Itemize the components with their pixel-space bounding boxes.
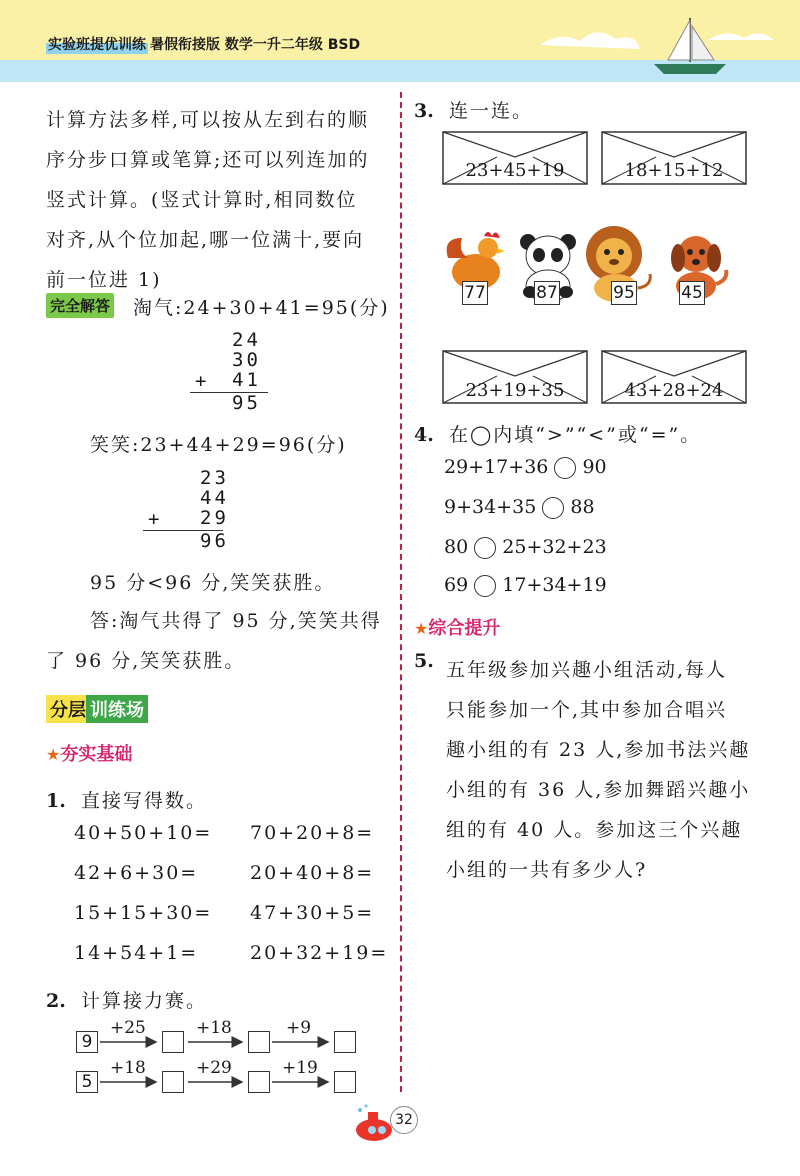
compare-circle[interactable] bbox=[542, 497, 564, 519]
q1-item: 70+20+8= bbox=[250, 822, 375, 844]
sum: 95 bbox=[232, 392, 261, 414]
relay-start-box: 5 bbox=[76, 1071, 98, 1093]
question-number: 4. bbox=[414, 424, 434, 446]
taoqi-vertical-addition bbox=[232, 330, 261, 390]
plus-sign: + bbox=[148, 508, 160, 530]
q1-item: 47+30+5= bbox=[250, 902, 375, 924]
addend: 24 bbox=[232, 329, 261, 351]
intro-line: 序分步口算或笔算;还可以列连加的 bbox=[46, 149, 370, 171]
solution-tag: 完全解答 bbox=[46, 293, 114, 318]
question-number: 2. bbox=[46, 990, 66, 1012]
q5-line: 组的有 40 人。参加这三个兴趣 bbox=[446, 819, 743, 841]
q4-right-expression: 25+32+23 bbox=[502, 536, 607, 558]
q4-item bbox=[444, 536, 607, 559]
intro-line: 竖式计算。(竖式计算时,相同数位 bbox=[46, 189, 358, 211]
question-title: 计算接力赛。 bbox=[80, 990, 207, 1012]
animal-number: 87 bbox=[534, 281, 560, 305]
relay-answer-box[interactable] bbox=[334, 1031, 356, 1053]
relay-answer-box[interactable] bbox=[248, 1031, 270, 1053]
relay-answer-box[interactable] bbox=[248, 1071, 270, 1093]
q4-left-expression: 69 bbox=[444, 574, 469, 596]
question-number: 1. bbox=[46, 790, 66, 812]
q4-item bbox=[444, 574, 607, 597]
relay-step: +29 bbox=[196, 1058, 232, 1078]
relay-answer-box[interactable] bbox=[162, 1031, 184, 1053]
envelope-expression: 43+28+24 bbox=[624, 380, 724, 401]
q5-line: 小组的有 36 人,参加舞蹈兴趣小 bbox=[446, 779, 751, 801]
taoqi-equation: 淘气:24+30+41=95(分) bbox=[133, 297, 390, 319]
question-number: 3. bbox=[414, 100, 434, 122]
addend: 41 bbox=[232, 369, 261, 391]
plus-sign: + bbox=[195, 370, 207, 392]
comparison-result: 95 分<96 分,笑笑获胜。 bbox=[90, 572, 336, 594]
q5-line: 五年级参加兴趣小组活动,每人 bbox=[446, 659, 728, 681]
relay-start-box: 9 bbox=[76, 1031, 98, 1053]
q1-item: 20+32+19= bbox=[250, 942, 389, 964]
addend: 29 bbox=[200, 507, 229, 529]
intro-line: 对齐,从个位加起,哪一位满十,要向 bbox=[46, 229, 365, 251]
answer-line: 答:淘气共得了 95 分,笑笑共得 bbox=[90, 610, 382, 632]
animal-number: 77 bbox=[462, 281, 488, 305]
envelope-expression: 23+45+19 bbox=[465, 160, 565, 181]
q4-right-expression: 88 bbox=[570, 496, 595, 518]
relay-step: +18 bbox=[196, 1018, 232, 1038]
q1-item: 40+50+10= bbox=[74, 822, 213, 844]
relay-step: +25 bbox=[110, 1018, 146, 1038]
intro-line: 计算方法多样,可以按从左到右的顺 bbox=[46, 109, 370, 131]
page-number: 32 bbox=[390, 1106, 418, 1134]
star-icon: ★ bbox=[414, 619, 429, 638]
relay-step: +9 bbox=[286, 1018, 312, 1038]
q4-right-expression: 90 bbox=[582, 456, 607, 478]
relay-step: +18 bbox=[110, 1058, 146, 1078]
envelope-expression: 23+19+35 bbox=[465, 380, 565, 401]
intro-line: 前一位进 1) bbox=[46, 269, 162, 291]
series-title: 实验班提优训练 bbox=[46, 34, 148, 54]
q1-item: 20+40+8= bbox=[250, 862, 375, 884]
q4-left-expression: 29+17+36 bbox=[444, 456, 549, 478]
star-icon: ★ bbox=[46, 745, 61, 764]
question-title: 直接写得数。 bbox=[80, 790, 207, 812]
animal-number: 95 bbox=[611, 281, 637, 305]
q5-line: 只能参加一个,其中参加合唱兴 bbox=[446, 699, 728, 721]
section-heading-basics bbox=[46, 740, 132, 766]
q1-item: 42+6+30= bbox=[74, 862, 199, 884]
animal-number: 45 bbox=[679, 281, 705, 305]
column-divider bbox=[400, 92, 402, 1092]
section-heading-advance bbox=[414, 614, 500, 640]
xiaoxiao-equation: 笑笑:23+44+29=96(分) bbox=[90, 434, 347, 456]
addend: 23 bbox=[200, 467, 229, 489]
relay-answer-box[interactable] bbox=[162, 1071, 184, 1093]
q4-right-expression: 17+34+19 bbox=[502, 574, 607, 596]
compare-circle[interactable] bbox=[474, 537, 496, 559]
question-title: 在◯内填“>”“<”或“=”。 bbox=[448, 424, 702, 446]
relay-answer-box[interactable] bbox=[334, 1071, 356, 1093]
sailboat-icon bbox=[650, 14, 730, 80]
xiaoxiao-vertical-addition bbox=[200, 468, 229, 528]
question-4-heading bbox=[414, 420, 701, 447]
compare-circle[interactable] bbox=[474, 575, 496, 597]
question-1-heading bbox=[46, 786, 207, 813]
training-banner-part1: 分层 bbox=[46, 695, 90, 723]
addend: 30 bbox=[232, 349, 261, 371]
intro-explanation bbox=[46, 100, 369, 300]
q5-line: 小组的一共有多少人? bbox=[446, 859, 648, 881]
question-number: 5. bbox=[414, 650, 434, 672]
q4-item bbox=[444, 496, 595, 519]
question-3-heading bbox=[414, 96, 533, 123]
question-2-heading bbox=[46, 986, 207, 1013]
envelope-expression: 18+15+12 bbox=[624, 160, 724, 181]
compare-circle[interactable] bbox=[554, 457, 576, 479]
training-banner-part2: 训练场 bbox=[86, 695, 148, 723]
q5-line: 趣小组的有 23 人,参加书法兴趣 bbox=[446, 739, 751, 761]
question-title: 连一连。 bbox=[448, 100, 533, 122]
question-5-text bbox=[446, 650, 750, 890]
q4-left-expression: 9+34+35 bbox=[444, 496, 537, 518]
q1-item: 15+15+30= bbox=[74, 902, 213, 924]
q4-item bbox=[444, 456, 607, 479]
cloud-shape bbox=[540, 32, 640, 49]
q1-item: 14+54+1= bbox=[74, 942, 199, 964]
section-title: 夯实基础 bbox=[60, 744, 133, 765]
book-subtitle: 暑假衔接版 数学一升二年级 BSD bbox=[150, 37, 361, 53]
q4-left-expression: 80 bbox=[444, 536, 469, 558]
section-title: 综合提升 bbox=[428, 618, 501, 639]
relay-step: +19 bbox=[282, 1058, 318, 1078]
answer-line: 了 96 分,笑笑获胜。 bbox=[46, 650, 246, 672]
addend: 44 bbox=[200, 487, 229, 509]
sum: 96 bbox=[200, 530, 229, 552]
